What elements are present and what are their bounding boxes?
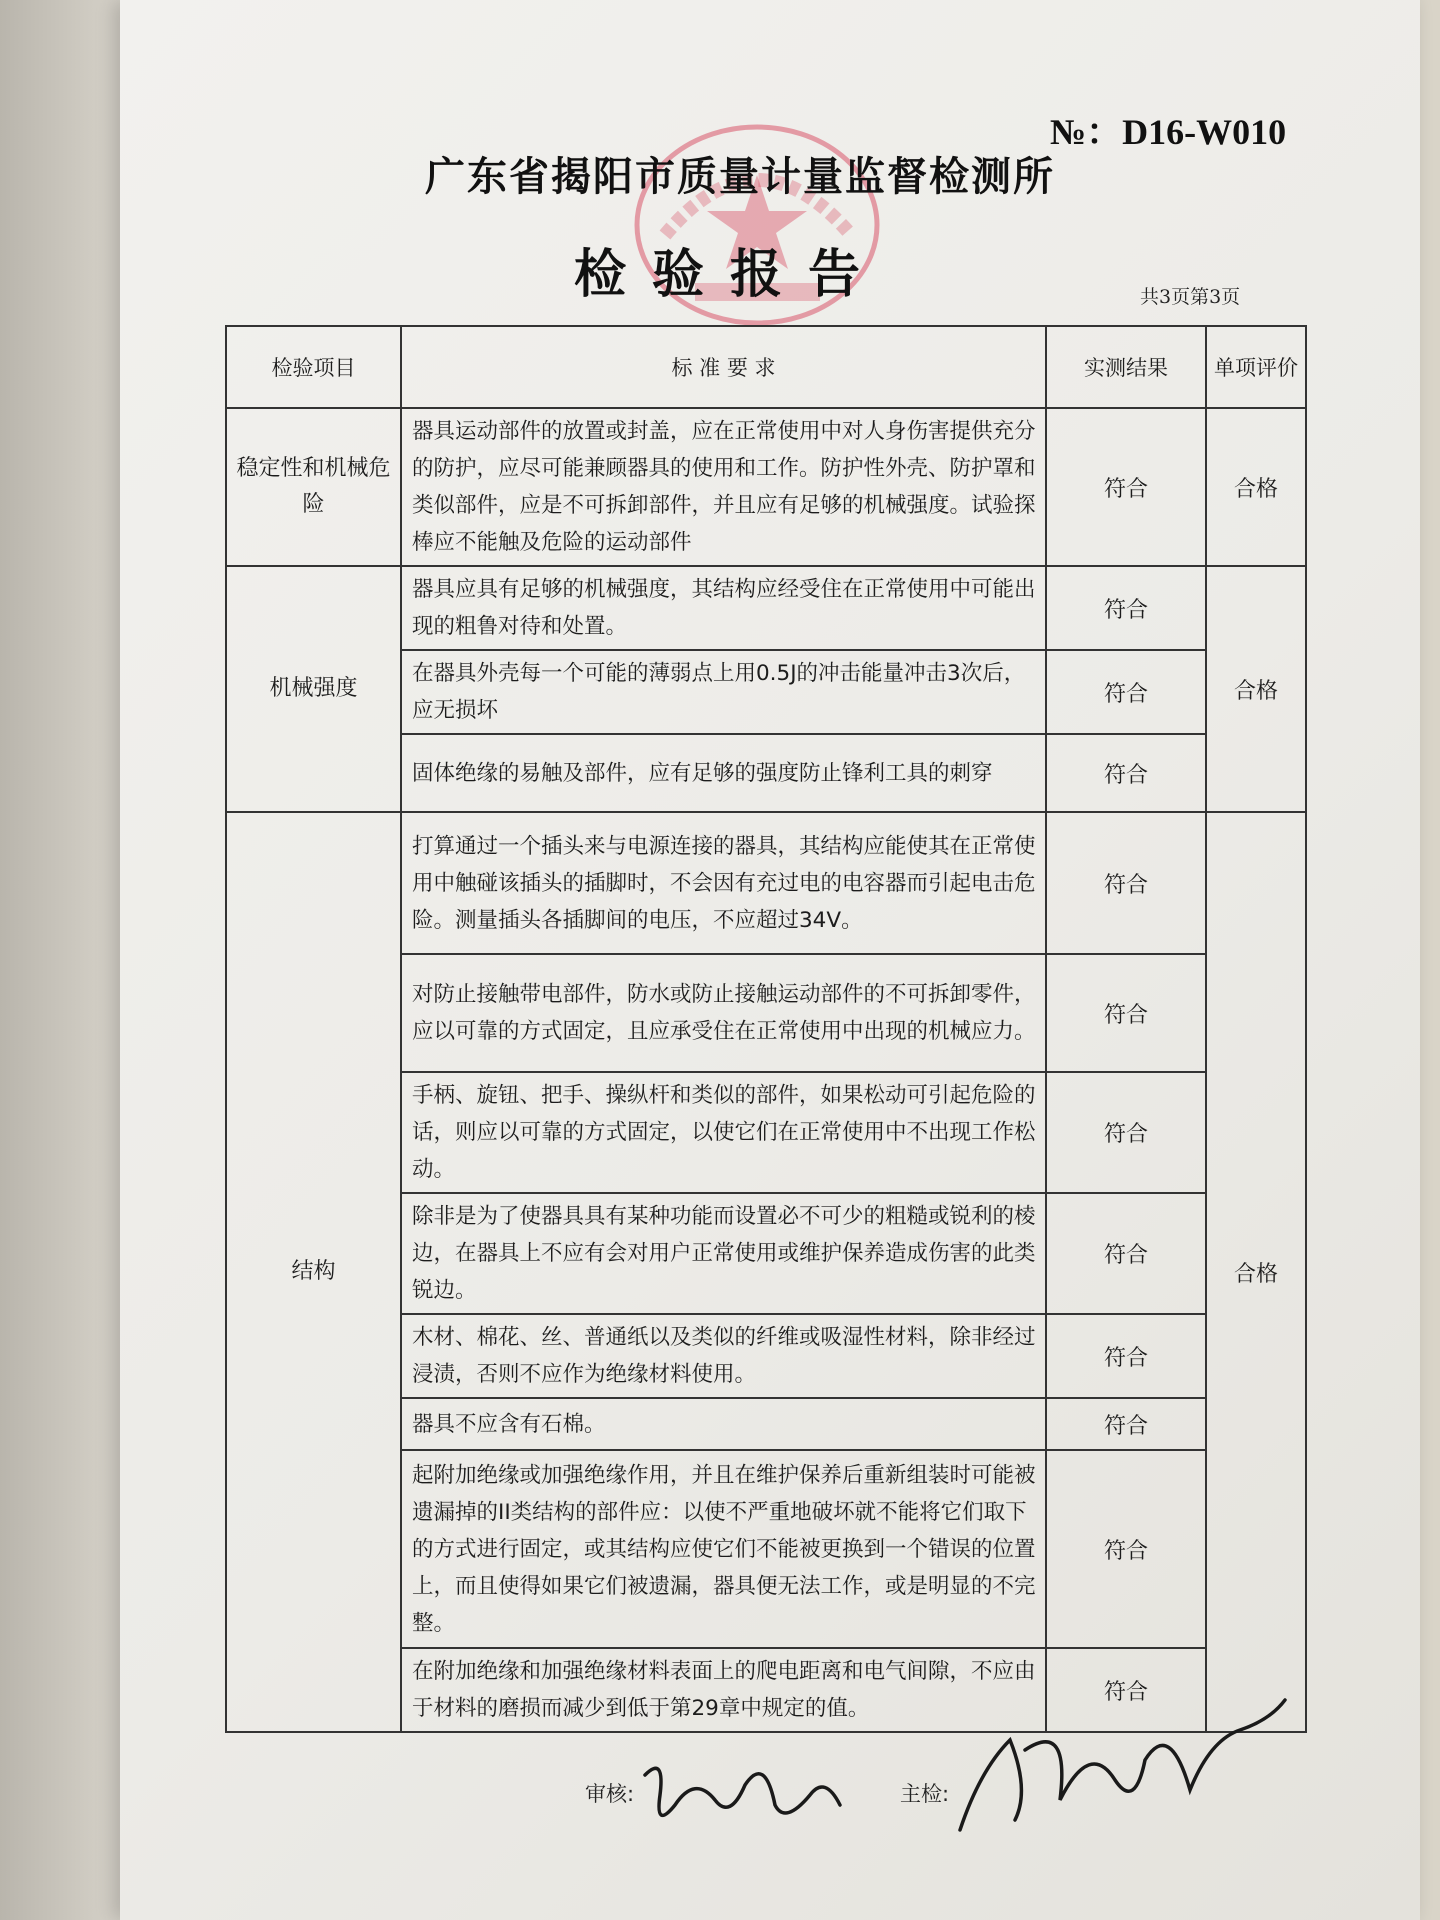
- header-requirement: 标 准 要 求: [401, 326, 1046, 408]
- report-number: №：D16-W010: [1050, 112, 1287, 152]
- result-cell: 符合: [1046, 954, 1206, 1072]
- result-cell: 符合: [1046, 1193, 1206, 1314]
- inspection-table: [225, 325, 1307, 1733]
- requirement-cell: 器具运动部件的放置或封盖，应在正常使用中对人身伤害提供充分的防护，应尽可能兼顾器具的使用和工作。防护性外壳、防护罩和类似部件，应是不可拆卸部件，并且应有足够的机械强度。试验探棒应不能触及危险的运动部件: [401, 408, 1046, 566]
- requirement-cell: 对防止接触带电部件，防水或防止接触运动部件的不可拆卸零件，应以可靠的方式固定，且应承受住在正常使用中出现的机械应力。: [401, 954, 1046, 1072]
- table-row: [226, 408, 1306, 566]
- requirement-cell: 器具应具有足够的机械强度，其结构应经受住在正常使用中可能出现的粗鲁对待和处置。: [401, 566, 1046, 650]
- requirement-cell: 器具不应含有石棉。: [401, 1398, 1046, 1450]
- grade-cell: 合格: [1206, 566, 1306, 812]
- result-cell: 符合: [1046, 1398, 1206, 1450]
- result-cell: 符合: [1046, 566, 1206, 650]
- requirement-cell: 打算通过一个插头来与电源连接的器具，其结构应能使其在正常使用中触碰该插头的插脚时，不会因有充过电的电容器而引起电击危险。测量插头各插脚间的电压，不应超过34V。: [401, 812, 1046, 954]
- header-result: 实测结果: [1046, 326, 1206, 408]
- item-cell: 结构: [226, 812, 401, 1732]
- requirement-cell: 除非是为了使器具具有某种功能而设置必不可少的粗糙或锐利的棱边，在器具上不应有会对用户正常使用或维护保养造成伤害的此类锐边。: [401, 1193, 1046, 1314]
- item-cell: 机械强度: [226, 566, 401, 812]
- result-cell: 符合: [1046, 812, 1206, 954]
- requirement-cell: 在器具外壳每一个可能的薄弱点上用0.5J的冲击能量冲击3次后，应无损坏: [401, 650, 1046, 734]
- result-cell: 符合: [1046, 1648, 1206, 1732]
- requirement-cell: 在附加绝缘和加强绝缘材料表面上的爬电距离和电气间隙，不应由于材料的磨损而减少到低于第29章中规定的值。: [401, 1648, 1046, 1732]
- inspector-signature: [940, 1680, 1300, 1850]
- result-cell: 符合: [1046, 408, 1206, 566]
- page-count: 共3页第3页: [1140, 286, 1241, 308]
- result-cell: 符合: [1046, 1072, 1206, 1193]
- table-header-row: [226, 326, 1306, 408]
- requirement-cell: 固体绝缘的易触及部件，应有足够的强度防止锋利工具的刺穿: [401, 734, 1046, 812]
- result-cell: 符合: [1046, 650, 1206, 734]
- organization-name: 广东省揭阳市质量计量监督检测所: [425, 153, 1055, 200]
- table-row: [226, 566, 1306, 650]
- inspector-label: 主检:: [900, 1782, 950, 1806]
- grade-cell: 合格: [1206, 408, 1306, 566]
- reviewer-signature: [625, 1745, 865, 1835]
- header-item: 检验项目: [226, 326, 401, 408]
- table-row: [226, 812, 1306, 954]
- item-cell: 稳定性和机械危险: [226, 408, 401, 566]
- requirement-cell: 手柄、旋钮、把手、操纵杆和类似的部件，如果松动可引起危险的话，则应以可靠的方式固定，以使它们在正常使用中不出现工作松动。: [401, 1072, 1046, 1193]
- report-page: [120, 0, 1420, 1920]
- result-cell: 符合: [1046, 1314, 1206, 1398]
- grade-cell: 合格: [1206, 812, 1306, 1732]
- reviewer-label: 审核:: [585, 1782, 635, 1806]
- header-grade: 单项评价: [1206, 326, 1306, 408]
- requirement-cell: 木材、棉花、丝、普通纸以及类似的纤维或吸湿性材料，除非经过浸渍，否则不应作为绝缘材料使用。: [401, 1314, 1046, 1398]
- requirement-cell: 起附加绝缘或加强绝缘作用，并且在维护保养后重新组装时可能被遗漏掉的II类结构的部件应：以使不严重地破坏就不能将它们取下的方式进行固定，或其结构应使它们不能被更换到一个错误的位置上，而且使得如果它们被遗漏，器具便无法工作，或是明显的不完整。: [401, 1450, 1046, 1648]
- report-title: 检验报告: [573, 244, 886, 305]
- result-cell: 符合: [1046, 1450, 1206, 1648]
- result-cell: 符合: [1046, 734, 1206, 812]
